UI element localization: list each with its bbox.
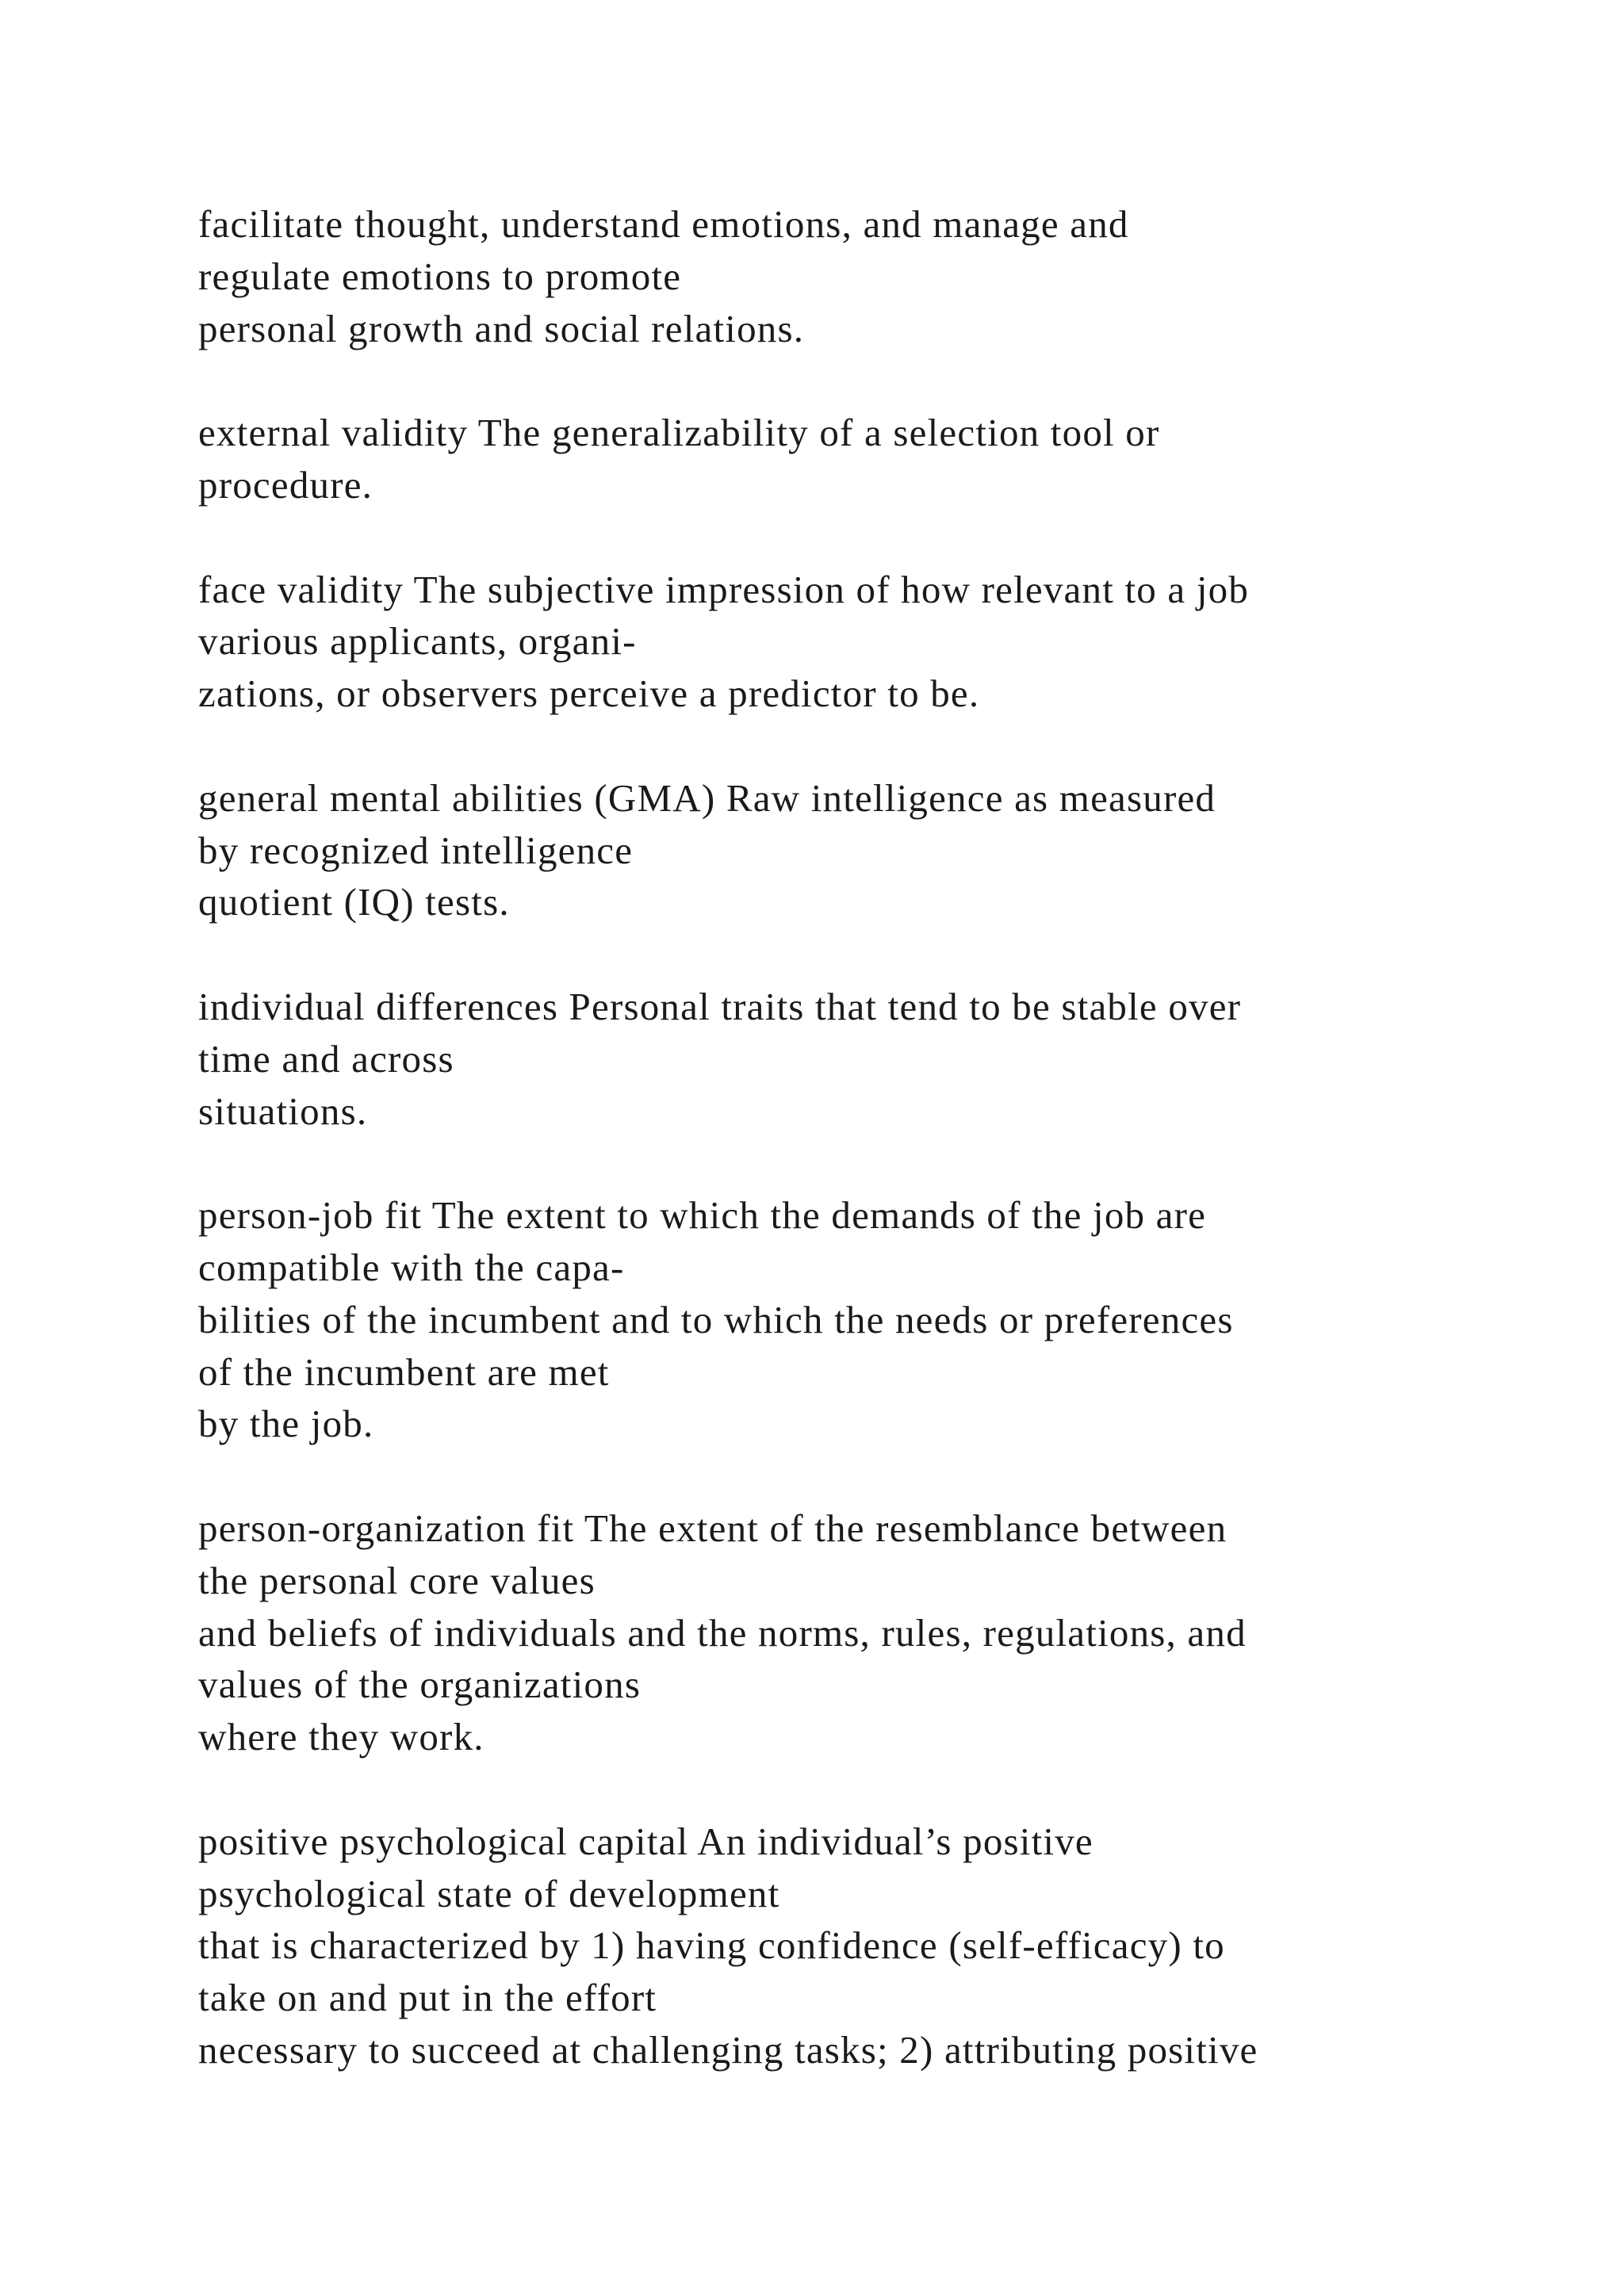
text-line: quotient (IQ) tests. <box>198 880 510 924</box>
text-line: psychological state of development <box>198 1871 780 1915</box>
glossary-entry-external-validity <box>198 407 1610 511</box>
text-line: by the job. <box>198 1402 374 1446</box>
text-line: and beliefs of individuals and the norms, rules, regulations, and <box>198 1610 1247 1655</box>
text-line: person-organization fit The extent of the resemblance between <box>198 1506 1228 1550</box>
text-line: zations, or observers perceive a predictor to be. <box>198 672 980 716</box>
text-line: time and across <box>198 1036 454 1081</box>
text-line: compatible with the capa- <box>198 1245 625 1289</box>
glossary-entry-person-job-fit <box>198 1189 1610 1450</box>
glossary-entry-general-mental-abilities <box>198 772 1610 928</box>
text-line: personal growth and social relations. <box>198 306 805 350</box>
text-line: values of the organizations <box>198 1663 642 1707</box>
glossary-entry-person-organization-fit <box>198 1502 1610 1763</box>
text-line: the personal core values <box>198 1558 596 1602</box>
text-line: general mental abilities (GMA) Raw intelligence as measured <box>198 775 1216 820</box>
text-line: necessary to succeed at challenging tasks; 2) attributing positive <box>198 2027 1258 2072</box>
glossary-entry-individual-differences <box>198 981 1610 1137</box>
text-line: positive psychological capital An individual’s positive <box>198 1819 1094 1863</box>
text-line: that is characterized by 1) having confidence (self-efficacy) to <box>198 1923 1225 1968</box>
text-line: where they work. <box>198 1715 485 1759</box>
text-line: external validity The generalizability of a selection tool or <box>198 411 1160 455</box>
text-line: various applicants, organi- <box>198 619 637 664</box>
text-line: by recognized intelligence <box>198 828 634 872</box>
text-line: facilitate thought, understand emotions, and manage and <box>198 202 1129 246</box>
text-line: of the incumbent are met <box>198 1349 610 1394</box>
text-line: regulate emotions to promote <box>198 254 682 298</box>
document-body <box>198 198 1610 2128</box>
glossary-entry-face-validity <box>198 564 1610 720</box>
text-line: bilities of the incumbent and to which the needs or preferences <box>198 1297 1234 1341</box>
text-line: situations. <box>198 1089 368 1133</box>
text-line: take on and put in the effort <box>198 1976 657 2020</box>
glossary-entry-positive-psychological-capital <box>198 1816 1610 2076</box>
text-line: individual differences Personal traits that tend to be stable over <box>198 984 1242 1028</box>
text-line: face validity The subjective impression of how relevant to a job <box>198 567 1250 611</box>
text-line: person-job fit The extent to which the demands of the job are <box>198 1193 1207 1238</box>
text-line: procedure. <box>198 462 373 507</box>
glossary-entry-facilitate <box>198 198 1610 354</box>
